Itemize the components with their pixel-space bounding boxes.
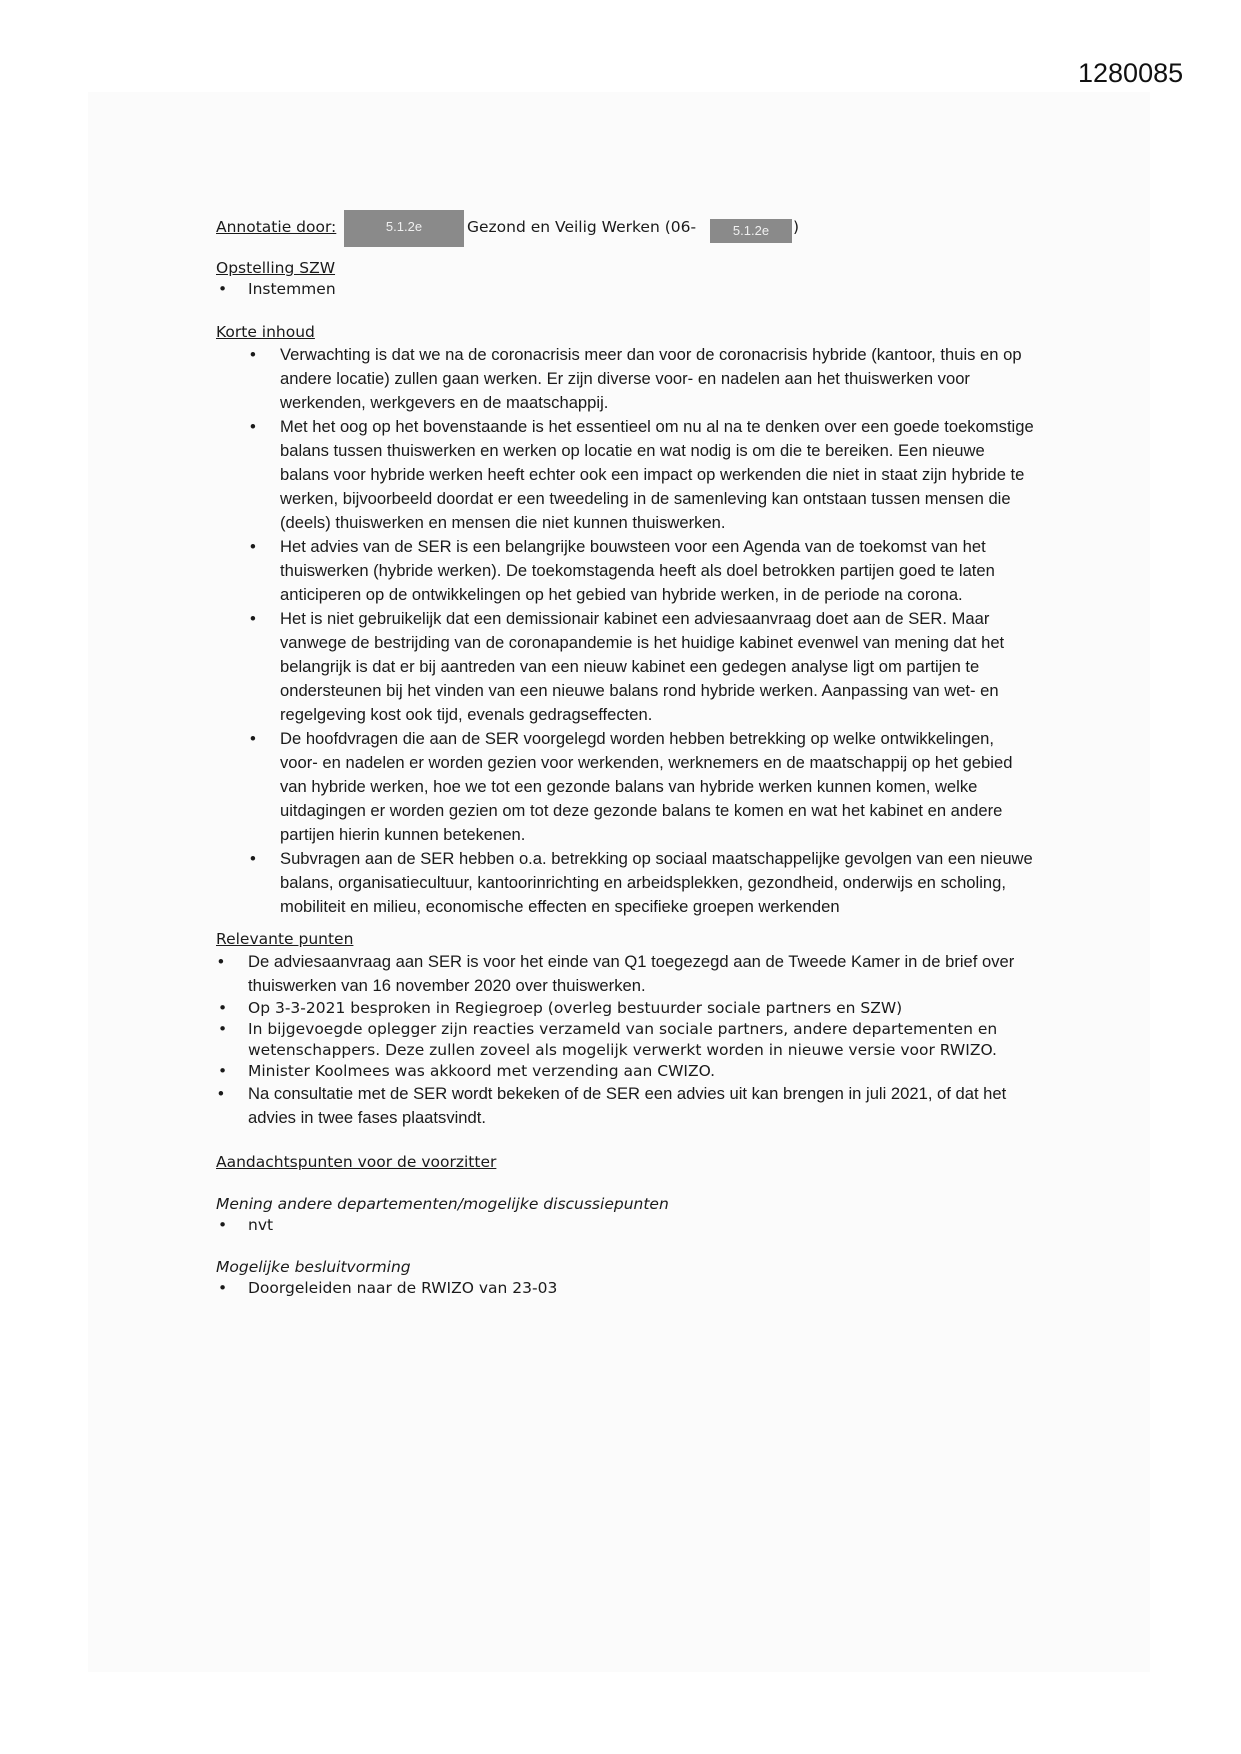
relevante-punten-list [216, 950, 1036, 1130]
list-item: • Instemmen [218, 280, 336, 298]
list-item: • Het is niet gebruikelijk dat een demissionair kabinet een adviesaanvraag doet aan de SER. Maar vanwege de bestrijding van de coronapandemie is het huidige kabinet evenwel van mening dat het belangrijk is dat er bij aantreden van een nieuw kabinet een gedegen analyse ligt om partijen te ondersteunen bij het vinden van een nieuwe balans rond hybride werken. Aanpassing van wet- en regelgeving kost ook tijd, evenals gedragseffecten. [250, 609, 1005, 724]
relevante-punten-section [216, 929, 1036, 1130]
annotation-department: Gezond en Veilig Werken (06- [467, 218, 697, 236]
mening-heading: Mening andere departementen/mogelijke discussiepunten [216, 1195, 669, 1213]
list-item: • Met het oog op het bovenstaande is het essentieel om nu al na te denken over een goede toekomstige balans tussen thuiswerken en werken op locatie en wat nodig is om die te bereiken. Een nieuwe balans voor hybride werken heeft echter ook een impact op werkenden die niet in staat zijn hybride te werken, bijvoorbeeld doordat er een tweedeling in de samenleving kan ontstaan tussen mensen die (deels) thuiswerken en mensen die niet kunnen thuiswerken. [250, 417, 1034, 532]
list-item: • In bijgevoegde oplegger zijn reacties verzameld van sociale partners, andere departementen en wetenschappers. Deze zullen zoveel als mogelijk verwerkt worden in nieuwe versie voor RWIZO. [218, 1020, 998, 1059]
redaction-box: 5.1.2e [710, 219, 792, 243]
list-item: • De adviesaanvraag aan SER is voor het einde van Q1 toegezegd aan de Tweede Kamer in de brief over thuiswerken van 16 november 2020 over thuiswerken. [218, 952, 1015, 995]
opstelling-section [216, 258, 1036, 300]
besluitvorming-section [216, 1257, 1036, 1299]
list-item: • De hoofdvragen die aan de SER voorgelegd worden hebben betrekking op welke ontwikkelingen, voor- en nadelen er worden gezien voor werkenden, werknemers en de maatschappij op het gebied van hybride werken, hoe we tot een gezonde balans van hybride werken kunnen komen, welke uitdagingen er worden gezien om tot deze gezonde balans te komen en wat het kabinet en andere partijen hierin kunnen betekenen. [250, 729, 1013, 844]
korte-inhoud-list [216, 343, 1036, 919]
relevante-punten-heading: Relevante punten [216, 930, 354, 948]
besluitvorming-list [216, 1278, 1036, 1299]
list-item: • Subvragen aan de SER hebben o.a. betrekking op sociaal maatschappelijke gevolgen van een nieuwe balans, organisatiecultuur, kantoorinrichting en arbeidsplekken, gezondheid, onderwijs en scholing, mobiliteit en milieu, economische effecten en specifieke groepen werkenden [250, 849, 1033, 916]
annotation-close: ) [793, 218, 800, 236]
list-item: • Na consultatie met de SER wordt bekeken of de SER een advies uit kan brengen in juli 2021, of dat het advies in twee fases plaatsvindt. [218, 1084, 1007, 1127]
mening-list [216, 1215, 1036, 1236]
korte-inhoud-heading: Korte inhoud [216, 323, 315, 341]
besluitvorming-heading: Mogelijke besluitvorming [216, 1258, 411, 1276]
list-item: • Verwachting is dat we na de coronacrisis meer dan voor de coronacrisis hybride (kantoor, thuis en op andere locatie) zullen gaan werken. Er zijn diverse voor- en nadelen aan het thuiswerken voor werkenden, werkgevers en de maatschappij. [250, 345, 1022, 412]
document-number: 1280085 [1078, 58, 1184, 88]
list-item: • Het advies van de SER is een belangrijke bouwsteen voor een Agenda van de toekomst van het thuiswerken (hybride werken). De toekomstagenda heeft als doel betrokken partijen goed te laten anticiperen op de ontwikkelingen op het gebied van hybride werken, in de periode na corona. [250, 537, 995, 604]
list-item: • nvt [218, 1216, 274, 1234]
list-item: • Doorgeleiden naar de RWIZO van 23-03 [218, 1279, 558, 1297]
korte-inhoud-section [216, 322, 1036, 919]
annotation-line [216, 214, 1036, 250]
list-item: • Op 3-3-2021 besproken in Regiegroep (overleg bestuurder sociale partners en SZW) [218, 999, 903, 1017]
opstelling-list [216, 279, 1036, 300]
opstelling-heading: Opstelling SZW [216, 259, 336, 277]
mening-section [216, 1194, 1036, 1236]
document-content [216, 214, 1036, 1299]
aandachtspunten-heading: Aandachtspunten voor de voorzitter [216, 1153, 497, 1171]
annotation-label: Annotatie door: [216, 218, 337, 236]
list-item: • Minister Koolmees was akkoord met verzending aan CWIZO. [218, 1062, 716, 1080]
redaction-box: 5.1.2e [344, 210, 464, 247]
